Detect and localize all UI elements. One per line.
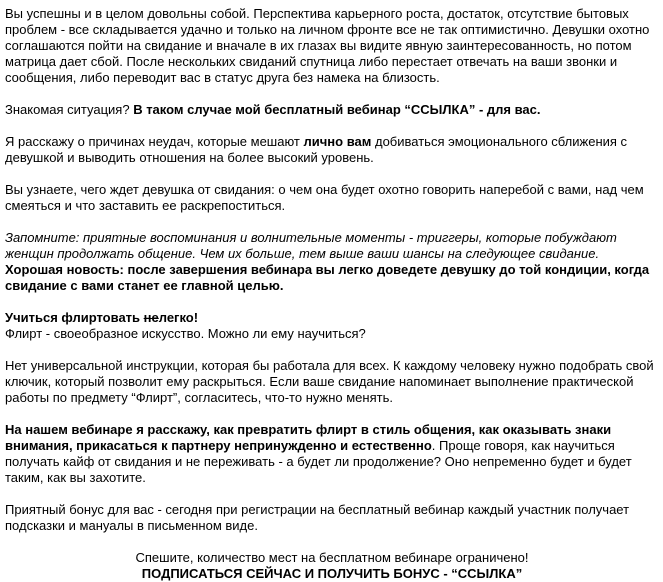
- reasons-emphasis: лично вам: [303, 134, 372, 149]
- webinar-promise-bold: На нашем вебинаре я расскажу, как превратить флирт в стиль общения, как оказывать знаки внимания, прикасаться к партнеру непринужденно и естественно: [5, 422, 612, 453]
- bonus-paragraph: Приятный бонус для вас - сегодня при регистрации на бесплатный вебинар каждый участник получает подсказки и мануалы в письменном виде.: [5, 502, 630, 533]
- remember-italic: Запомните: приятные воспоминания и волнительные моменты - триггеры, которые побуждают женщин продолжать общение. Чем их больше, тем выше ваши шансы на следующее свидание.: [5, 230, 617, 261]
- expectations-paragraph: Вы узнаете, чего ждет девушка от свидания: о чем она будет охотно говорить наперебой с вами, над чем смеяться и что заставить ее раскрепоститься.: [5, 182, 644, 213]
- intro-paragraph: Вы успешны и в целом довольны собой. Перспектива карьерного роста, достаток, отсутствие бытовых проблем - все складывается удачно и только на личном фронте все не так оптимистично. Девушки охотно соглашаются пойти на свидание и вначале в их глазах вы видите явную заинтересованность, но потом матрица дает сбой. После нескольких свиданий спутница либо перестает отвечать на ваши звонки и сообщения, либо переводит вас в статус друга без намека на близость.: [5, 6, 650, 85]
- situation-paragraph: [5, 102, 659, 118]
- cta-subscribe-text[interactable]: ПОДПИСАТЬСЯ СЕЙЧАС И ПОЛУЧИТЬ БОНУС - “ССЫЛКА”: [141, 566, 523, 581]
- flirt-heading-end: легко!: [158, 310, 199, 325]
- situation-question: Знакомая ситуация?: [5, 102, 134, 117]
- no-universal-paragraph: Нет универсальной инструкции, которая бы работала для всех. К каждому человеку нужно подобрать свой ключик, который позволит ему раскрыться. Если ваше свидание напоминает выполнение практической работы по предмету “Флирт”, согласитесь, что-то нужно менять.: [5, 358, 654, 405]
- cta-urgency: Спешите, количество мест на бесплатном вебинаре ограничено!: [135, 550, 529, 565]
- cta-subscribe-link[interactable]: [5, 566, 659, 582]
- reasons-text-end: добиваться эмоционального сближения с девушкой и выводить отношения на более высокий уровень.: [5, 134, 628, 165]
- document-body: [5, 6, 659, 582]
- flirt-heading-start: Учиться флиртовать: [5, 310, 144, 325]
- remember-note: [5, 230, 659, 262]
- call-to-action: [5, 550, 659, 582]
- flirt-heading-strike: не: [143, 310, 159, 325]
- webinar-promise-paragraph: [5, 422, 659, 486]
- flirt-question: Флирт - своеобразное искусство. Можно ли ему научиться?: [5, 326, 366, 341]
- good-news: [5, 262, 659, 294]
- webinar-promise-text: . Проще говоря, как научиться получать кайф от свидания и не переживать - а будет ли продолжение? Оно непременно будет и будет таким, как вы захотите.: [5, 438, 632, 485]
- good-news-bold: Хорошая новость: после завершения вебинара вы легко доведете девушку до той кондиции, когда свидание с вами станет ее главной целью.: [5, 262, 650, 293]
- reasons-text-start: Я расскажу о причинах неудач, которые мешают: [5, 134, 304, 149]
- flirt-heading-bold: [5, 310, 198, 325]
- flirt-heading: [5, 310, 659, 326]
- reasons-paragraph: [5, 134, 659, 166]
- webinar-offer: В таком случае мой бесплатный вебинар “ССЫЛКА” - для вас.: [133, 102, 541, 117]
